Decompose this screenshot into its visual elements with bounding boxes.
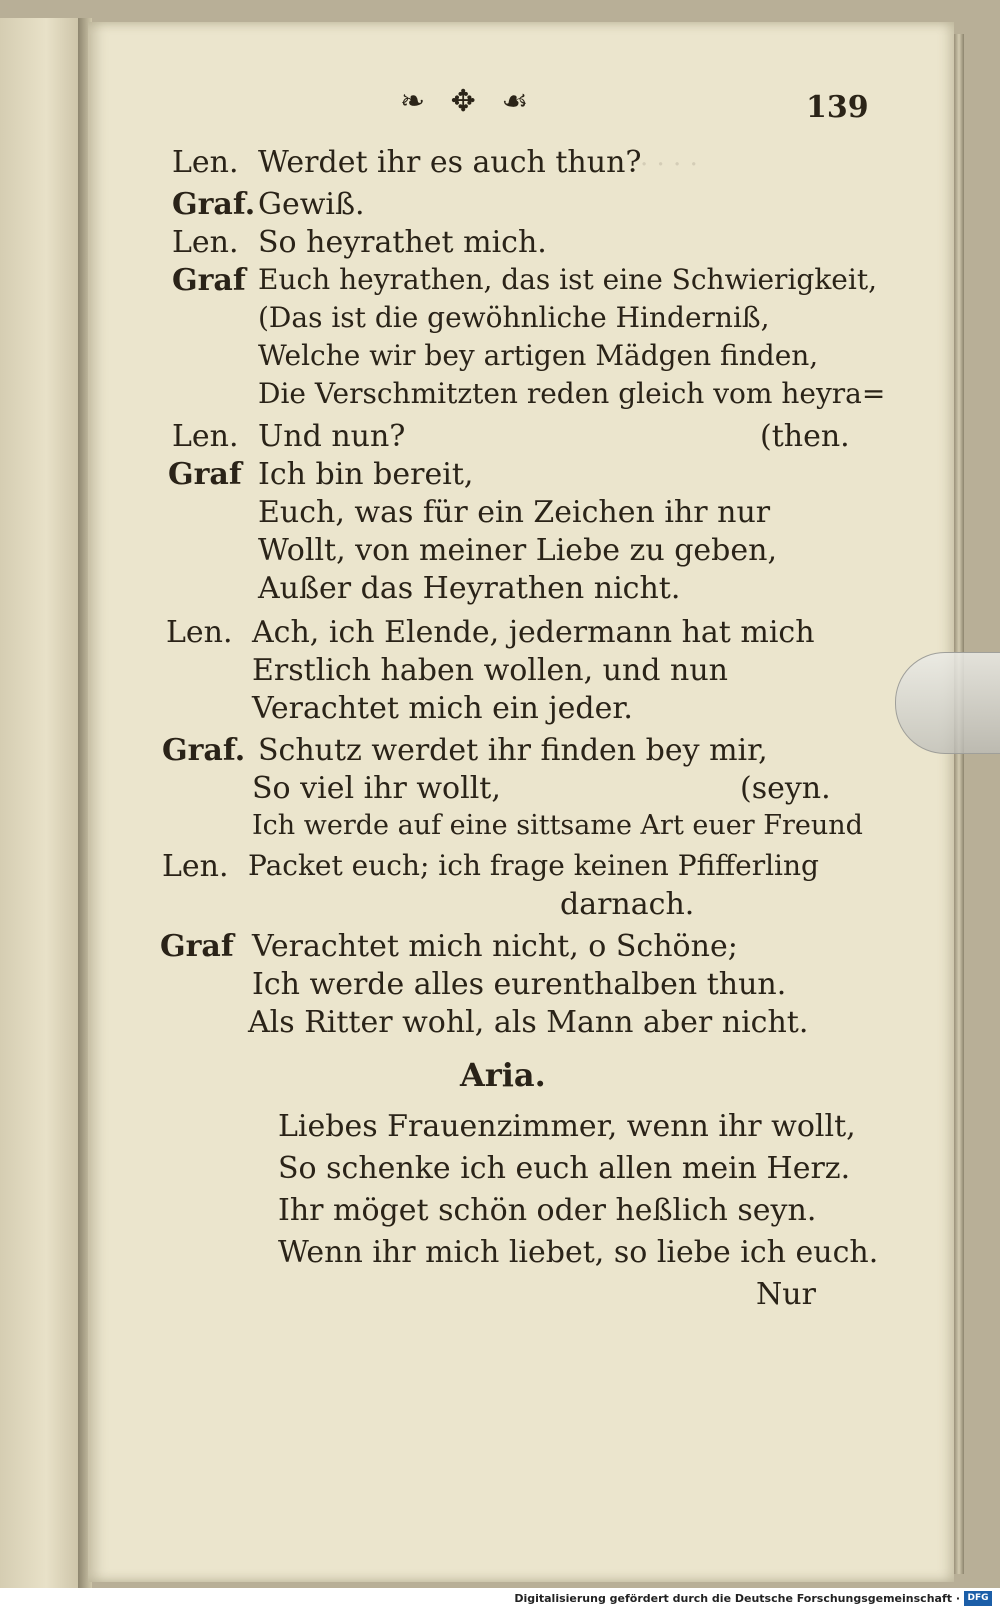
text-line: Euch, was für ein Zeichen ihr nur: [258, 495, 771, 530]
aria-line: So schenke ich euch allen mein Herz.: [278, 1151, 851, 1186]
text-line: Gewiß.: [258, 187, 365, 222]
speaker-len: Len.: [172, 419, 239, 454]
footer-credit: Digitalisierung gefördert durch die Deutsche Forschungsgemeinschaft ·: [514, 1592, 960, 1605]
page-tab-clip: [895, 652, 1000, 754]
text-line: Verachtet mich ein jeder.: [252, 691, 633, 726]
speaker-len: Len.: [162, 849, 229, 884]
speaker-len: Len.: [166, 615, 233, 650]
speaker-len: Len.: [172, 225, 239, 260]
text-line: Außer das Heyrathen nicht.: [258, 571, 681, 606]
text-line: Packet euch; ich frage keinen Pfifferling: [248, 849, 819, 882]
text-line: Schutz werdet ihr finden bey mir,: [258, 733, 768, 768]
text-line: darnach.: [560, 887, 695, 922]
bleed-through: · · · ·: [640, 150, 698, 180]
catchword: Nur: [756, 1277, 816, 1312]
page-stack-edge: [954, 34, 964, 1574]
text-line: Wollt, von meiner Liebe zu geben,: [258, 533, 777, 568]
text-line: (Das ist die gewöhnliche Hinderniß,: [258, 301, 770, 334]
text-line: Verachtet mich nicht, o Schöne;: [252, 929, 738, 964]
text-line: So heyrathet mich.: [258, 225, 547, 260]
aria-line: Ihr möget schön oder heßlich seyn.: [278, 1193, 817, 1228]
text-line: Ach, ich Elende, jedermann hat mich: [252, 615, 815, 650]
aria-heading: Aria.: [460, 1056, 546, 1094]
text-line: Ich werde alles eurenthalben thun.: [252, 967, 787, 1002]
speaker-graf: Graf: [172, 263, 246, 298]
speaker-graf: Graf.: [172, 187, 256, 222]
text-line: (seyn.: [740, 771, 831, 806]
dfg-logo: DFG: [964, 1591, 992, 1606]
speaker-len: Len.: [172, 145, 239, 180]
footer-bar: [0, 1588, 1000, 1610]
text-line: Ich werde auf eine sittsame Art euer Freund: [252, 810, 863, 841]
text-line: Und nun?: [258, 419, 406, 454]
text-line: Euch heyrathen, das ist eine Schwierigkeit,: [258, 263, 877, 296]
aria-line: Wenn ihr mich liebet, so liebe ich euch.: [278, 1235, 879, 1270]
page-number: 139: [806, 90, 869, 125]
left-page-edge: [0, 18, 84, 1588]
text-line: Die Verschmitzten reden gleich vom heyra=: [258, 377, 886, 410]
text-line: Werdet ihr es auch thun?: [258, 145, 642, 180]
text-line: Als Ritter wohl, als Mann aber nicht.: [248, 1005, 809, 1040]
speaker-graf: Graf.: [162, 733, 246, 768]
speaker-graf: Graf: [168, 457, 242, 492]
header-ornament: ❧ ✥ ☙: [400, 84, 537, 119]
aria-line: Liebes Frauenzimmer, wenn ihr wollt,: [278, 1109, 856, 1144]
text-line: So viel ihr wollt,: [252, 771, 501, 806]
speaker-graf: Graf: [160, 929, 234, 964]
text-line: Welche wir bey artigen Mädgen finden,: [258, 339, 819, 372]
text-line: (then.: [760, 419, 850, 454]
text-line: Ich bin bereit,: [258, 457, 474, 492]
text-line: Erstlich haben wollen, und nun: [252, 653, 728, 688]
